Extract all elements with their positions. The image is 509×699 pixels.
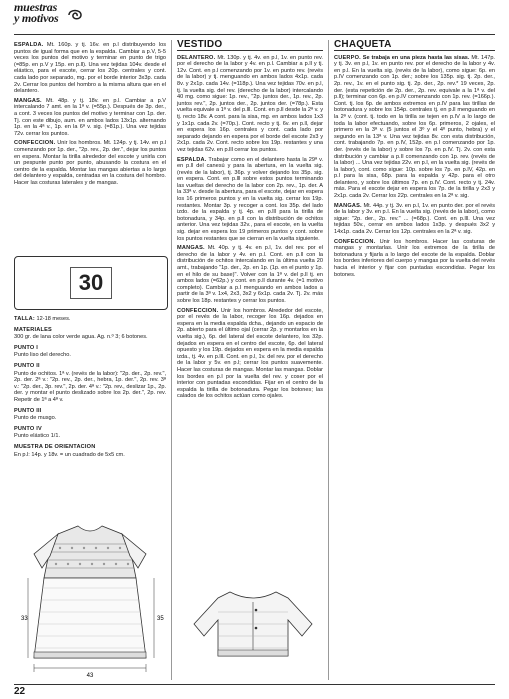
espalda-vestido-text: Trabajar como en el delantero hasta la 29ª v. en p.ll del canesú y para la abertura, en la vuelta sig. (revés de la labor), tj. 36p. y volver dejando los 35p. sig. en espera. Cont. en p.lll sobre estos puntos terminando las vueltas del derecho de la labor con 2p. rev., 1p. der. A la 33ª v. desde la abertura, para el escote, dejar en espera los 16 primeros puntos y en la vuelta sig. cerrar los 19p. restantes. Montar 3p. y recoger a cont. los 35p. del lado izdo. de la espalda y tj. 4p. en p.lll para la tirilla de botonadura, y 34p. en p.ll con la distribución de ochitos anterior. Una vez tejidas 32v., para el escote, en la vuelta sig. dejar en espera los 19 primeros puntos y cont. sobre los puntos restantes que se cierran en la vuelta siguiente. xyxy=(177,156,323,242)
punto1-text: Punto liso del derecho. xyxy=(14,352,71,359)
confeccion-text: Unir los hombros. Mt. 124p. y tj. 14v. en p.l comenzando por 1p. der., "2p. rev., 2p. der.", dejar los puntos en espera. Montar la tirilla alrededor del escote y unirla con un pespunte punto por punto, abusando la costura en el centro de la espalda. Montar las mangas abiertas a lo largo del delantero y espalda, centradas en la costura del hombro. Hacer las costuras laterales y de mangas. xyxy=(14,140,166,186)
materiales-heading: MATERIALES xyxy=(14,326,52,333)
column-1-bottom xyxy=(14,316,166,461)
dress-height-label-1: 35 xyxy=(157,616,164,622)
cuerpo-lead: Se trabaja en una pieza hasta las sisas. xyxy=(362,54,470,61)
logo-line-1: muestras xyxy=(14,0,58,14)
talla-heading: TALLA: xyxy=(14,316,35,322)
column-2-vestido xyxy=(177,39,323,403)
yarn-swirl-icon xyxy=(66,6,84,24)
mangas-heading: MANGAS. xyxy=(14,97,42,104)
cuerpo-text: Mt. 147p. y tj. 3v. en p.l, 1v. en punto rev. por el derecho de la labor y 4v. en p.l. En la vuelta sig. (revés de la labor), como sigue: 6p. en p.IV comenzando con 1p. der.; sobre los 135p. sig. tj. 2p. der., 2p. rev., 1v. en el punto sig. tj. 2p. der., 2p. rev.* 19 veces, 2p. der. (esta repetición de 2p. der., 2p. rev. equivale a la 1ª v. del p.ll); terminar con 6p. en p.IV comenzando con 1p. rev. (=166p.). Cont. tj. los 6p. de ambos extremos en p.IV para las tirillas de botonadura y sobre los 154p. centrales tj. en p.ll menguando en la 2ª v. (cont. tj. todo en la tirilla se tejen en p.IV a lo largo de toda la labor efectuando, sobre los 6p. primeros, 2 ojales, el primero en la 3ª v. (5 juntos el 3º y el 4º punto, hebra) y el segundo en la 13ª v. Una vez tejidas 8v. con esta distribución, cont. trabajando 7p. en p.IV, 152p. en p.I comenzando por 1p. der. (revés de la labor) y sobre los 7p. en p.IV. Tj. 2v. con esta distribución y cambiar a p.II comenzando con 1p. rev. (revés de la labor) ... Una vez tejidas 22v. en p.I, en la vuelta sig. (revés de la labor), cont. como sigue: 10p. sobre los 7p. en p.IV, 42p. en p.I para la sisa, 68p. para la espalda y 42p. para el otro delantero, y sobre los últimos 7p. en p.IV. Cont. recto y tj. 24v. más. Para el escote dejar en espera los 7p. de la tirilla y 2x3 y 2x1p. cada 2v. Cerrar los 22p. centrales en la 2ª v. sig. xyxy=(334,54,495,200)
logo-line-2: y motivos xyxy=(14,11,59,25)
delantero-text: Mt. 130p. y tj. 4v. en p.l, 1v. en punto rev. por el derecho de la labor y 4v. en p.l. Cambiar a p.ll y tj. 12v. Cont. en p.l comenzando por 1v. en punto rev. (revés de la labor) y tj. menguando en ambos lados 4x1p. cada 8v. y 2x1p. cada 14v. (=118p.). Una vez tejidas 70v. en p.l, tj. la vuelta sig. del rev. (derecho de la labor) intercalando 40 mg. como sigue: 1p. rev., "2p. juntos der., 1p. rev., 2p. juntos rev.", 2p. juntos der., 2p. juntos der. (=78p.). Esta vuelta equivale a 1ª v. del p.lll. Cont. en p.ll desde la 2ª v. y tj. recto 18v. A cont. para la sisa, mg. en ambos lados 1x3 y 1x1p. cada 2v. (=70p.). Cont. recto y tj. 6v. en p.ll, dejar en espera los 16p. centrales y cont. cada lado por separado dejando en espera por el borde del escote 2x3 y 2x1p. cada 2v. Cont. recto sobre los 19p. restantes y una vez tejidas 62v. en p.lll cerrar los puntos. xyxy=(177,54,323,153)
punto3-heading: PUNTO III xyxy=(14,407,42,414)
muestra-text: En p.l: 14p. y 18v. = un cuadrado de 5x5 cm. xyxy=(14,451,125,458)
mangas-vestido-text: Mt. 40p. y tj. 4v. en p.l, 1v. del rev. por el derecho de la labor y 4v. en p.l. Cont. en p.ll con la distribución de ochitos intercalando en la última vuelta 20 amt., trabajando "1p. der., 2p. en 1p. (1p. en el punto y 1p. en el hilo de su base)". Volver con la 1ª v. del p.ll tj. en ambos lados (=62p.) y cont. en p.ll durante 4v. (=1 motivo completo). Cambiar a p.I menguando en ambos lados a partir de la 3ª v. 1x4, 2x3, 3x2 y 6x1p. cada 2v. Tj. 2v. más sobre los 18p. restantes y cerrar los puntos. xyxy=(177,245,323,304)
dress-schematic-diagram xyxy=(20,522,170,682)
vestido-title: VESTIDO xyxy=(177,42,323,51)
talla-text: 12-18 meses. xyxy=(36,316,71,322)
punto2-text: Punto de ochitos. 1ª v. (revés de la labor): "2p. der., 2p. rev.", 2p. der. 2ª v.: "2p. rev., 2p. der., hebra, 1p. der.", 2p. rev. 3ª v.: "2p. der., 3p. rev.", 2p. der. 4ª v.: "2p. rev., deslizar 1p., 2p. der. y montar el punto deslizado sobre los 2p. der.", 2p. rev. Repetir de 1ª a 4ª v. xyxy=(14,370,166,403)
column-divider xyxy=(328,40,329,680)
confeccion-vestido-text: Unir los hombros. Alrededor del escote, por el revés de la labor, recoger los 16p. dejados en espera en la media espalda dcha., dejando un espacio de 2p. abierto para el último ojal (cerrar 2p. y montarlos en la vuelta sig.), 6p. del lateral del escote delantero, los 32p. dejados en espera en el centro del escote, 6p. del lateral opuesto y los 19p. dejados en espera en la media espalda izda., tj. 4v. en p.lll. Cont. en p.l, 1v. del rev. por el derecho de la labor y 5v. en p.l; cerrar los puntos suavemente. Hacer las costuras de mangas. Montar las mangas. Doblar los bordes en p.I por la vuelta del rev. y coser por el interior con puntadas escondidas. Fijar en el centro de la espalda la tirilla de botonadura. Pegar los botones; las calados de los ochitos actúan como ojales. xyxy=(177,307,323,400)
espalda-text: Mt. 160p. y tj. 16v. en p.l distribuyendo los puntos de igual forma que en la espalda. Cambiar a p.V, 5-5 veces los puntos del motivo y terminar en punto de trigo (=85p. en p.V y 15p. en p.ll). Una vez tejidas 104v. desde el elástico, para el escote, cerrar los 20p. centrales y cont. cada lado por separado, mg. por el borde interior 3x3p. cada 2v. Cerrar los puntos del hombro a la misma altura que en el delantero. xyxy=(14,42,166,95)
dress-height-label-2: 33 xyxy=(21,616,28,622)
magazine-logo xyxy=(14,2,84,28)
cuerpo-heading: CUERPO. xyxy=(334,54,361,61)
confeccion-chaqueta-text: Unir los hombros. Hacer las costuras de mangas y montarlas. Unir los extremos de la tirilla de botonadura y fijarla a lo largo del escote de la espalda. Doblar los bordes inferiores del cuerpo y mangas por la vuelta del revés hacia el interior y fijar con puntadas escondidas. Pegar los botones. xyxy=(334,238,495,278)
muestra-heading: MUESTRA DE ORIENTACION xyxy=(14,443,96,450)
column-divider xyxy=(171,40,172,680)
delantero-heading: DELANTERO. xyxy=(177,54,216,61)
pattern-number-box xyxy=(14,256,168,310)
confeccion-heading: CONFECCION. xyxy=(14,140,56,147)
chaqueta-title: CHAQUETA xyxy=(334,42,495,51)
mangas-text: Mt. 48p. y tj. 18v. en p.l. Cambiar a p.V intercalando 7 amt. en la 1ª v. (=55p.). Después de 3p. der., a cont. 3 veces los puntos del motivo y terminar con 1p. der. Tj. con este dibujo, aum. en ambos lados 13x1p. alternando 1p. en la 4ª v., 1p. en la 6ª v. sig. (=81p.). Una vez tejidas 72v. cerrar los puntos. xyxy=(14,97,166,137)
column-1-top xyxy=(14,42,166,189)
punto2-heading: PUNTO II xyxy=(14,362,40,369)
confeccion-chaqueta-heading: CONFECCION. xyxy=(334,238,376,245)
punto1-heading: PUNTO I xyxy=(14,344,38,351)
mangas-chaqueta-heading: MANGAS. xyxy=(334,202,362,209)
punto4-heading: PUNTO IV xyxy=(14,425,42,432)
header-rule xyxy=(14,34,495,35)
mangas-vestido-heading: MANGAS. xyxy=(177,245,205,252)
confeccion-vestido-heading: CONFECCION. xyxy=(177,307,219,314)
espalda-vestido-heading: ESPALDA. xyxy=(177,156,207,163)
materiales-text: 300 gr. de lana color verde agua. Ag. n.º 3; 6 botones. xyxy=(14,334,148,341)
footer-rule xyxy=(14,684,495,685)
cardigan-schematic-diagram xyxy=(188,584,318,668)
espalda-heading: ESPALDA. xyxy=(14,42,44,48)
page-number: 22 xyxy=(14,686,26,697)
punto3-text: Punto de musgo. xyxy=(14,415,57,422)
punto4-text: Punto elástico 1/1. xyxy=(14,433,61,440)
pattern-number: 30 xyxy=(70,267,112,299)
mangas-chaqueta-text: Mt. 44p. y tj. 3v. en p.I, 1v. en punto der. por el revés de la labor y 3v. en p.I. En la vuelta sig. (revés de la labor), como sigue: "2p. der., 2p. rev." ... (=68p.). Cont. en p.lll. Una vez tejidas 50v., cerrar en ambos lados 1x3p. y después 3x2 y 14x1p. cada 2v. Cerrar los 12p. centrales en la 2ª v. sig. xyxy=(334,202,495,236)
dress-width-label: 43 xyxy=(86,673,94,679)
column-3-chaqueta xyxy=(334,39,495,281)
